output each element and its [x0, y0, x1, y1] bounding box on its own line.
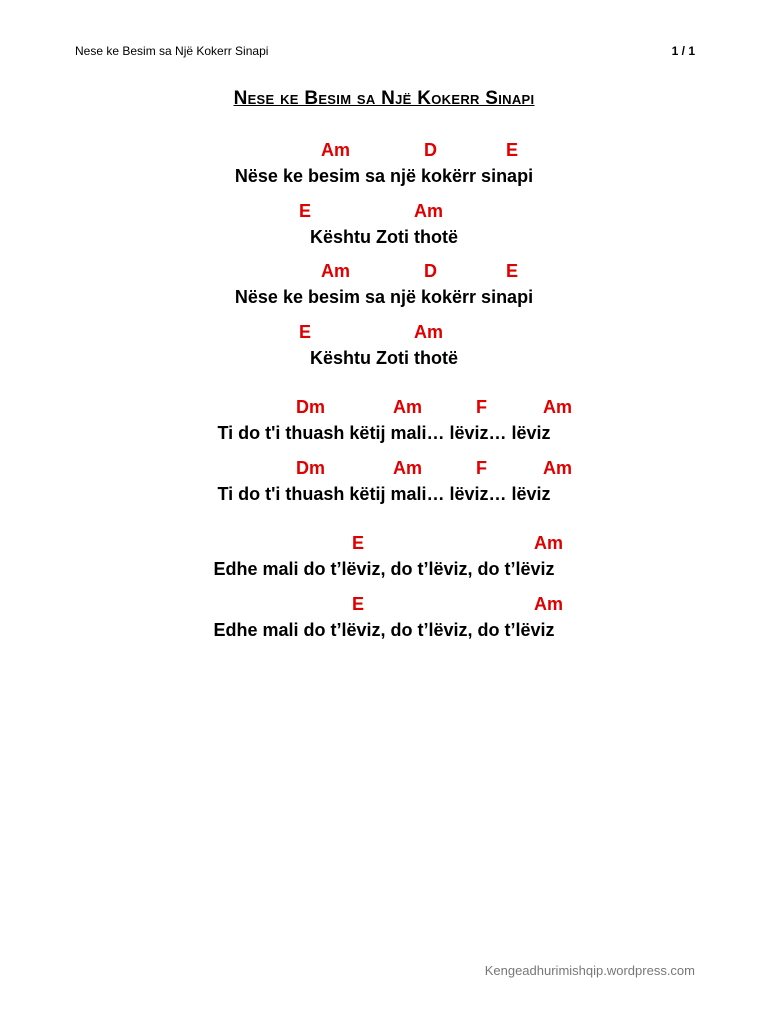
header-document-name: Nese ke Besim sa Një Kokerr Sinapi — [75, 44, 269, 58]
chord: Am — [543, 458, 573, 478]
song-title-text: Nese ke Besim sa Një Kokerr Sinapi — [233, 88, 535, 109]
chord: Dm — [296, 397, 326, 417]
chord: E — [352, 594, 365, 614]
song-title — [0, 88, 768, 110]
lyric-line: Nëse ke besim sa një kokërr sinapi — [234, 166, 534, 186]
chord: D — [424, 140, 437, 160]
chord: Am — [321, 140, 351, 160]
lyric-line: Nëse ke besim sa një kokërr sinapi — [234, 287, 534, 307]
chord: D — [424, 261, 437, 281]
lyric-line: Kështu Zoti thotë — [310, 348, 458, 368]
lyric-line: Ti do t'i thuash këtij mali… lëviz… lëviz — [217, 423, 551, 443]
header-page-indicator: 1 / 1 — [671, 44, 695, 58]
chord: Am — [543, 397, 573, 417]
footer-website: Kengeadhurimishqip.wordpress.com — [484, 963, 695, 978]
chord: Am — [534, 533, 564, 553]
lyric-line: Edhe mali do t’lëviz, do t’lëviz, do t’lëviz — [213, 559, 555, 579]
chord: E — [299, 201, 312, 221]
chord: Am — [534, 594, 564, 614]
chord: F — [476, 458, 487, 478]
chord: Am — [414, 322, 444, 342]
chord: Am — [414, 201, 444, 221]
chord: E — [299, 322, 312, 342]
chord: Am — [393, 458, 423, 478]
lyric-line: Ti do t'i thuash këtij mali… lëviz… lëviz — [217, 484, 551, 504]
lyric-line: Kështu Zoti thotë — [310, 227, 458, 247]
chord: E — [506, 140, 519, 160]
lyric-line: Edhe mali do t’lëviz, do t’lëviz, do t’lëviz — [213, 620, 555, 640]
chord: E — [352, 533, 365, 553]
chord: E — [506, 261, 519, 281]
chord: F — [476, 397, 487, 417]
chord: Am — [393, 397, 423, 417]
chord: Am — [321, 261, 351, 281]
chord: Dm — [296, 458, 326, 478]
